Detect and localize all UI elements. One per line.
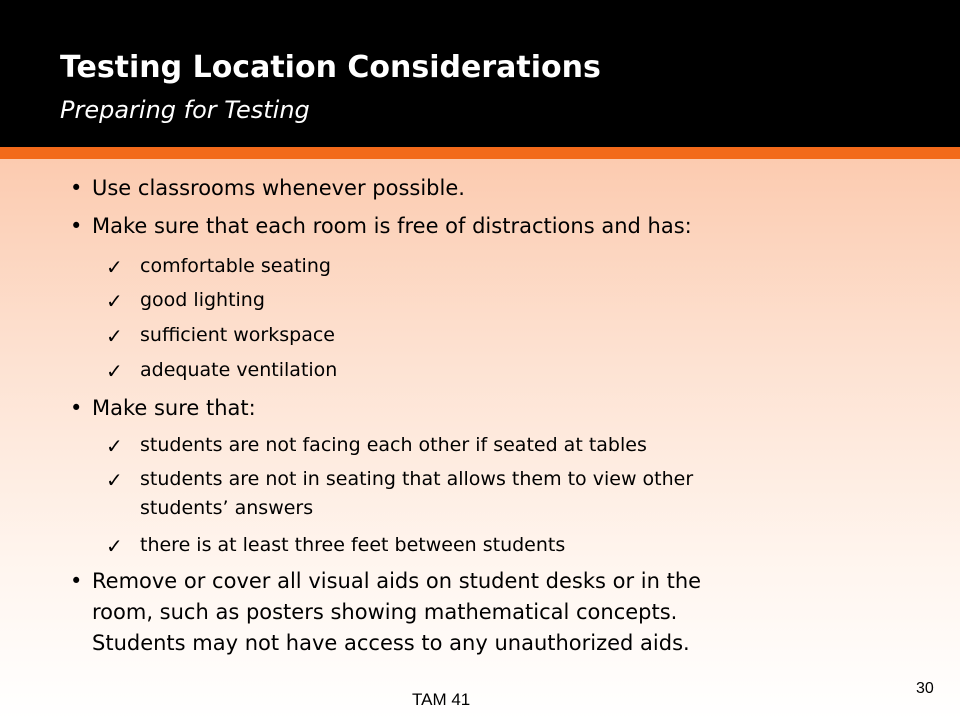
- check-text: sufficient workspace: [140, 324, 335, 346]
- check-text: students are not facing each other if seated at tables: [140, 434, 647, 456]
- bullet-icon: •: [70, 176, 83, 200]
- check-text: there is at least three feet between students: [140, 534, 566, 556]
- check-text: comfortable seating: [140, 255, 331, 277]
- checkmark-icon: ✓: [106, 359, 123, 383]
- checkmark-icon: ✓: [106, 468, 123, 492]
- check-text: adequate ventilation: [140, 359, 338, 381]
- bullet-text: Make sure that:: [92, 396, 256, 420]
- check-text: students are not in seating that allows them to view other: [140, 468, 694, 490]
- bullet-icon: •: [70, 569, 83, 593]
- slide-title: Testing Location Considerations: [60, 50, 601, 85]
- page-number: 30: [916, 680, 934, 697]
- checkmark-icon: ✓: [106, 534, 123, 558]
- bullet-text: Remove or cover all visual aids on student desks or in the: [92, 569, 702, 593]
- bullet-icon: •: [70, 396, 83, 420]
- bullet-text: Make sure that each room is free of distractions and has:: [92, 214, 692, 238]
- checkmark-icon: ✓: [106, 255, 123, 279]
- check-text: students’ answers: [140, 497, 314, 519]
- bullet-text: Students may not have access to any unauthorized aids.: [92, 631, 690, 655]
- checkmark-icon: ✓: [106, 324, 123, 348]
- checkmark-icon: ✓: [106, 289, 123, 313]
- bullet-text: room, such as posters showing mathematical concepts.: [92, 600, 678, 624]
- slide-subtitle: Preparing for Testing: [60, 96, 310, 124]
- bullet-text: Use classrooms whenever possible.: [92, 176, 465, 200]
- check-text: good lighting: [140, 289, 265, 311]
- bullet-icon: •: [70, 214, 83, 238]
- footer-label: TAM 41: [412, 690, 471, 709]
- checkmark-icon: ✓: [106, 434, 123, 458]
